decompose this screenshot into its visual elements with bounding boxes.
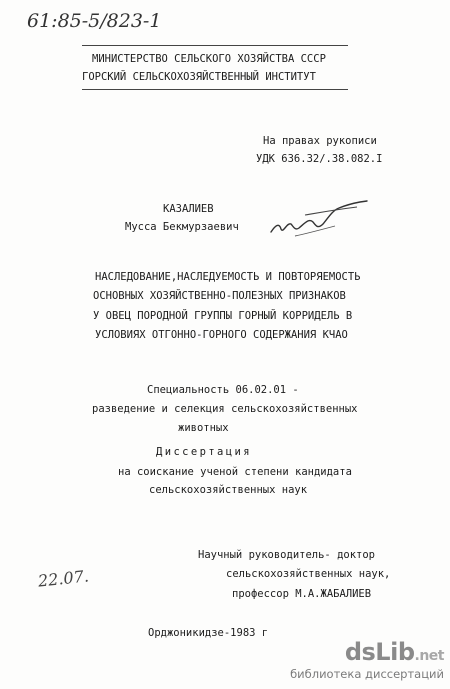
specialty-name: разведение и селекция сельскохозяйственных [92, 403, 358, 415]
author-full-name: Мусса Бекмурзаевич [125, 221, 239, 233]
specialty-name-cont: животных [178, 422, 229, 434]
dslib-tagline: библиотека диссертаций [290, 667, 444, 681]
udk-code: УДК 636.32/.38.082.I [256, 153, 383, 165]
handwritten-date-stamp: 22.07. [37, 566, 90, 591]
degree-line: на соискание ученой степени кандидата [118, 466, 352, 478]
specialty-code: Специальность 06.02.01 - [147, 384, 299, 396]
author-surname: КАЗАЛИЕВ [163, 203, 214, 215]
institute-line: ГОРСКИЙ СЕЛЬСКОХОЗЯЙСТВЕННЫЙ ИНСТИТУТ [82, 71, 316, 83]
dissertation-heading: Диссертация [156, 446, 252, 458]
city-year: Орджоникидзе-1983 г [148, 627, 269, 639]
supervisor-name: профессор М.А.ЖАБАЛИЕВ [232, 588, 372, 600]
handwritten-catalog-number: 61:85-5/823-1 [27, 10, 162, 32]
ministry-line: МИНИСТЕРСТВО СЕЛЬСКОГО ХОЗЯЙСТВА СССР [92, 53, 326, 65]
supervisor-title: Научный руководитель- доктор [198, 549, 376, 561]
thesis-title-line: ОСНОВНЫХ ХОЗЯЙСТВЕННО-ПОЛЕЗНЫХ ПРИЗНАКОВ [93, 290, 346, 302]
logo-name-part: dsLib [344, 638, 415, 666]
thesis-title-line: У ОВЕЦ ПОРОДНОЙ ГРУППЫ ГОРНЫЙ КОРРИДЕЛЬ В [93, 310, 353, 322]
author-signature [265, 196, 375, 241]
manuscript-rights: На правах рукописи [263, 135, 377, 147]
thesis-title-line: НАСЛЕДОВАНИЕ,НАСЛЕДУЕМОСТЬ И ПОВТОРЯЕМОСТЬ [95, 271, 361, 283]
degree-field: сельскохозяйственных наук [149, 484, 308, 496]
dslib-watermark[interactable] [290, 640, 444, 681]
logo-domain-part: .net [414, 648, 444, 664]
supervisor-degree: сельскохозяйственных наук, [226, 568, 391, 580]
thesis-title-line: УСЛОВИЯХ ОТГОННО-ГОРНОГО СОДЕРЖАНИЯ КЧАО [95, 329, 348, 341]
ministry-frame [82, 45, 348, 90]
dslib-logo [290, 640, 444, 668]
